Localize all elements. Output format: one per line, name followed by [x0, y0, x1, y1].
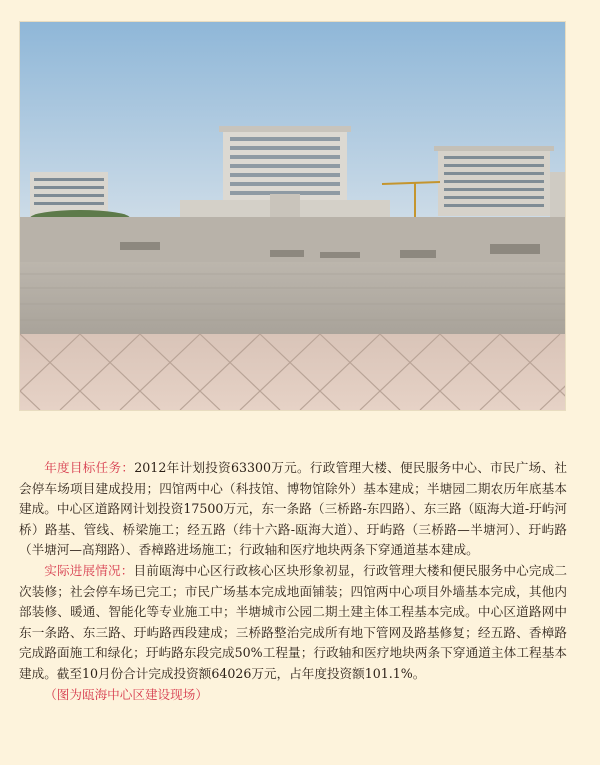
progress-paragraph [19, 561, 567, 685]
goal-text: 2012年计划投资63300万元。行政管理大楼、便民服务中心、市民广场、社会停车场项目建成投用；四馆两中心（科技馆、博物馆除外）基本建成；半塘园二期农历年底基本建成。中心区道路网计划投资17500万元，东一条路（三桥路-东四路）、东三路（瓯海大道-玗屿河桥）路基、管线、桥梁施工；经五路（纬十六路-瓯海大道）、玗屿路（三桥路—半塘河）、玗屿路（半塘河—高翔路）、香樟路进场施工；行政轴和医疗地块两条下穿通道基本建成。 [19, 460, 567, 558]
article-body [19, 458, 567, 705]
progress-label: 实际进展情况： [44, 562, 134, 578]
photo-caption: （图为瓯海中心区建设现场） [44, 686, 208, 702]
goal-paragraph [19, 458, 567, 561]
progress-text: 目前瓯海中心区行政核心区块形象初显，行政管理大楼和便民服务中心完成二次装修；社会停车场已完工；市民广场基本完成地面铺装；四馆两中心项目外墙基本完成，其他内部装修、暖通、智能化等专业施工中；半塘城市公园二期土建主体工程基本完成。中心区道路网中东一条路、东三路、玗屿路西段建成；三桥路整治完成所有地下管网及路基修复；经五路、香樟路完成路面施工和绿化；玗屿路东段完成50%工程量；行政轴和医疗地块两条下穿通道主体工程基本建成。截至10月份合计完成投资额64026万元，占年度投资额101.1%。 [19, 562, 568, 681]
goal-label: 年度目标任务： [44, 460, 135, 475]
construction-site-photo [19, 21, 566, 411]
